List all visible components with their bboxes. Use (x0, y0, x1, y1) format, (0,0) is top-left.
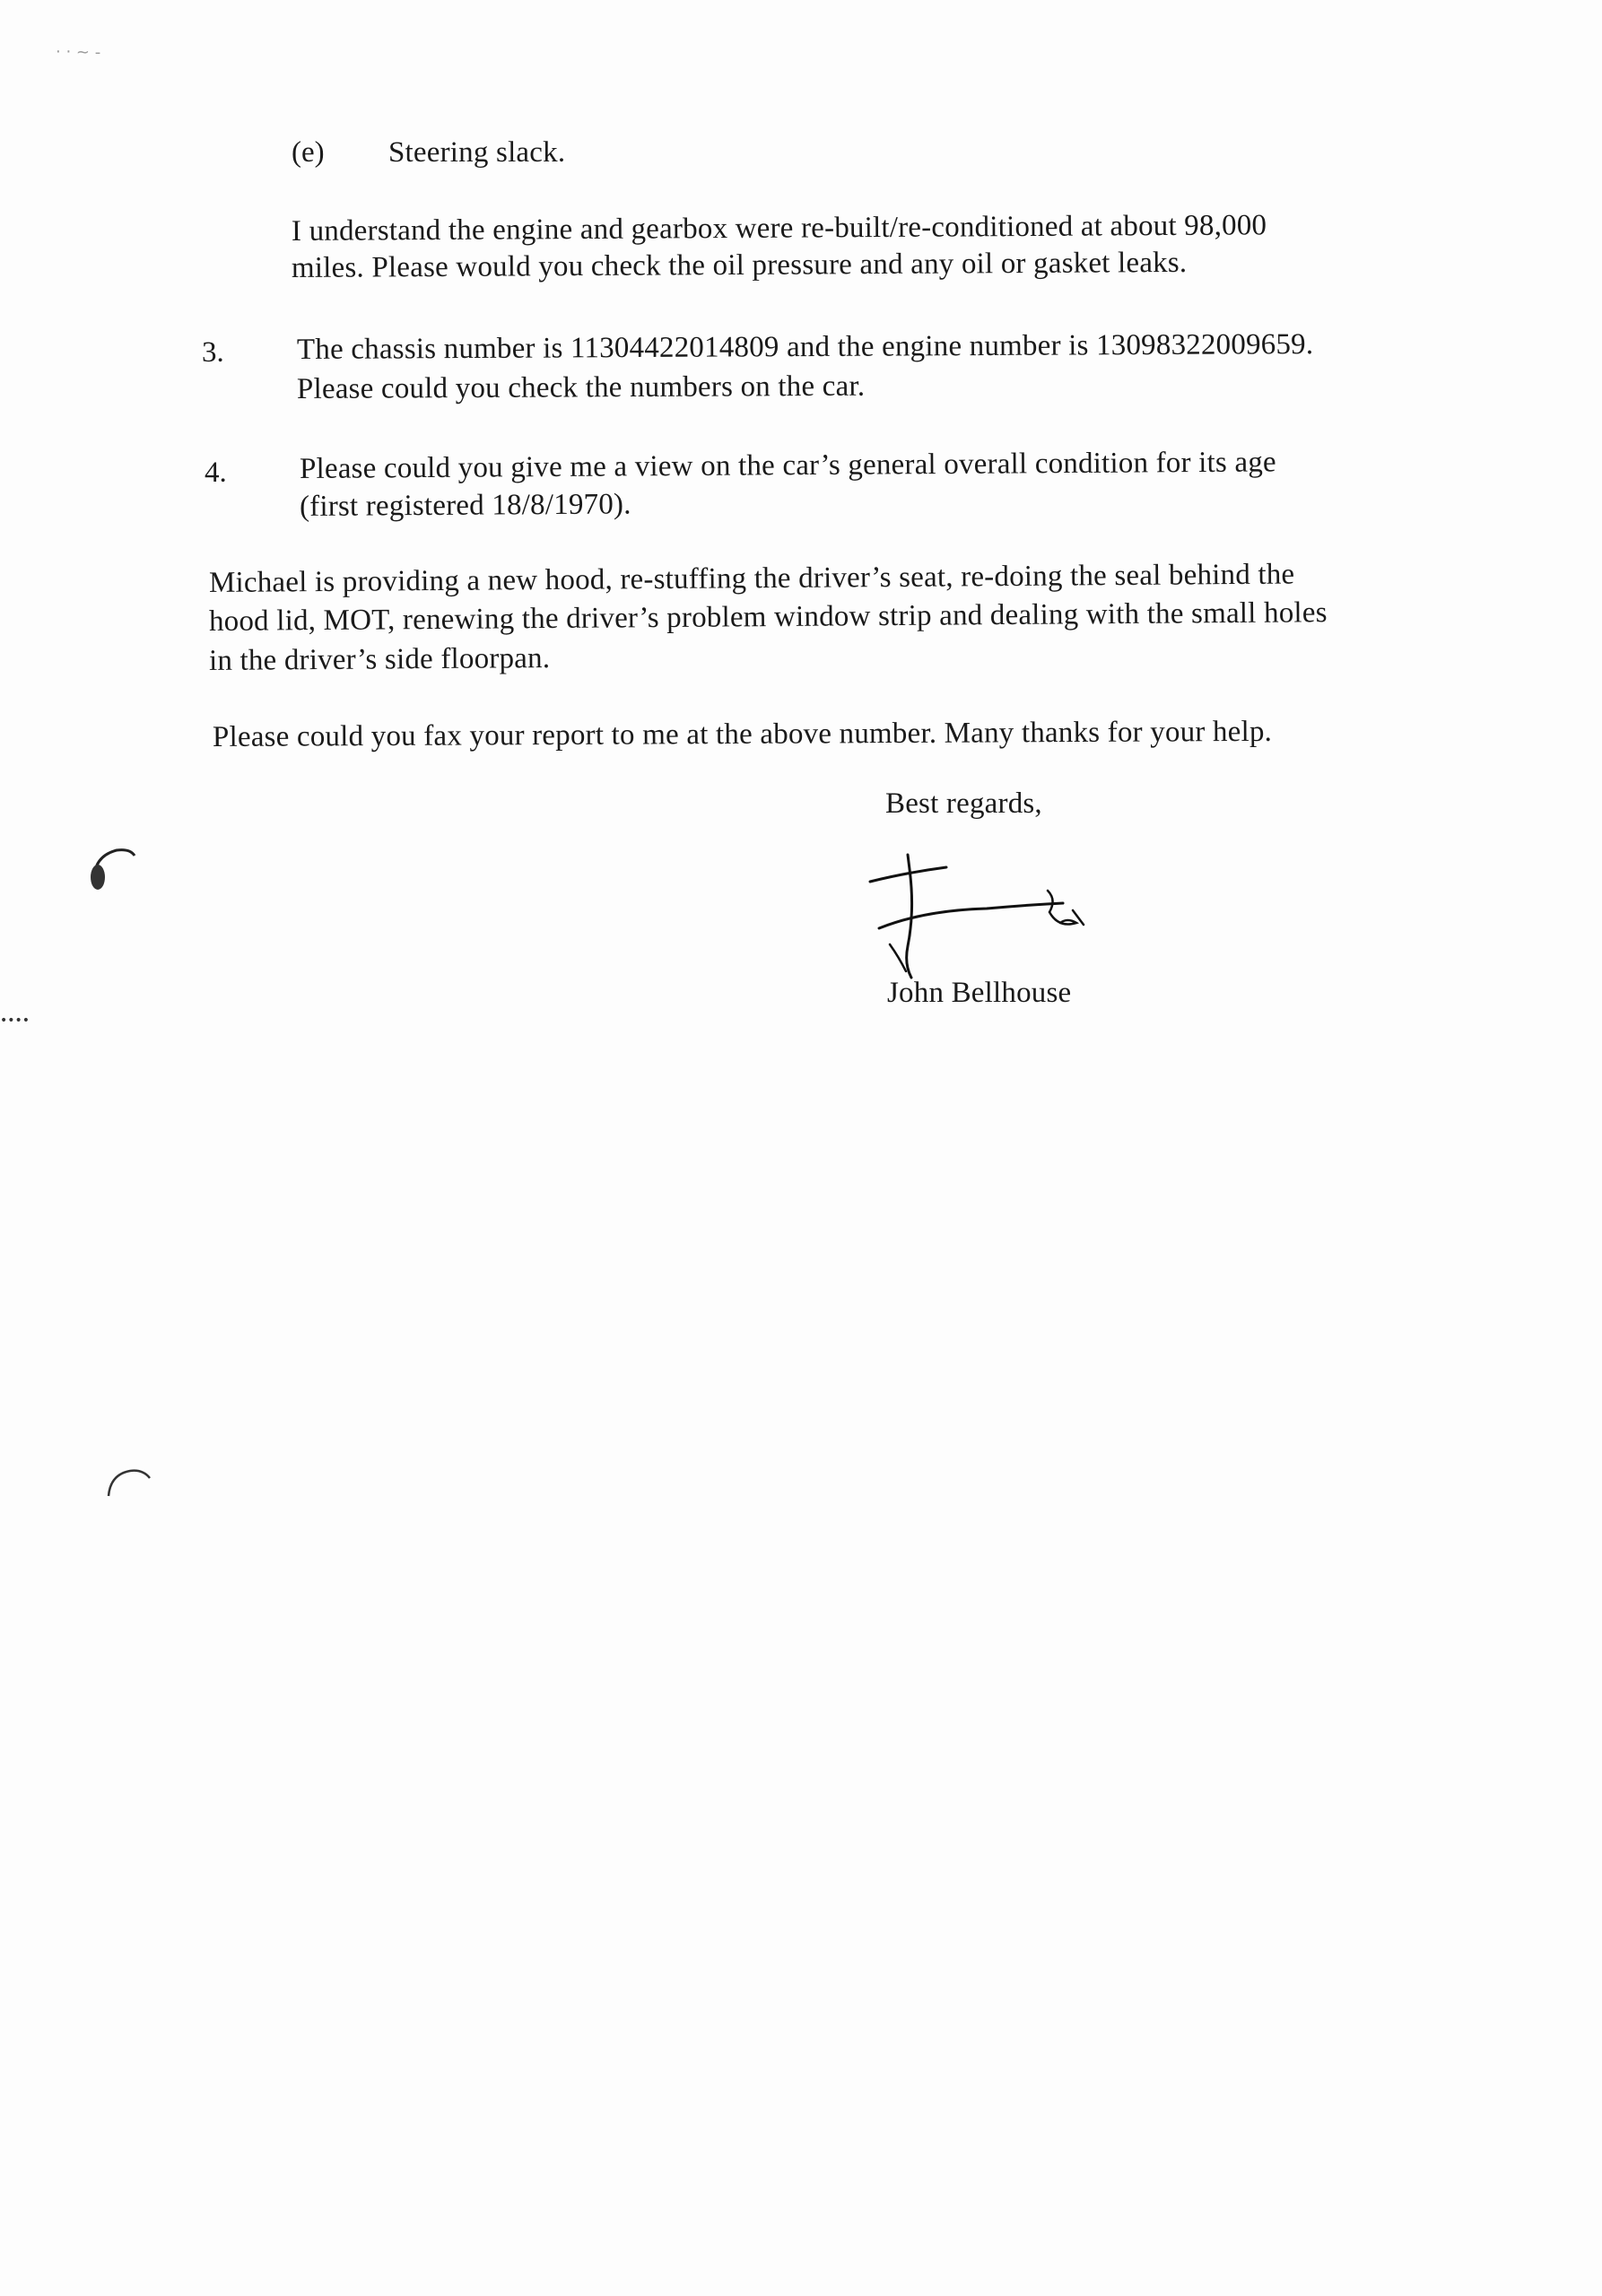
handwritten-signature (852, 848, 1121, 982)
fax-request-text: Please could you fax your report to me at the above number. Many thanks for your help. (212, 715, 1273, 753)
michael-paragraph-line-1: Michael is providing a new hood, re-stuffing the driver’s seat, re-doing the seal behind the (208, 558, 1295, 599)
punch-hole-lower (103, 1462, 157, 1507)
closing-text: Best regards, (885, 787, 1042, 820)
item-4-line-2: (first registered 18/8/1970). (299, 488, 631, 523)
item-e-marker: (e) (292, 136, 325, 169)
item-3-number: 3. (202, 336, 224, 369)
engine-paragraph-line-1: I understand the engine and gearbox were re-built/re-conditioned at about 98,000 (291, 209, 1267, 248)
punch-hole-upper (85, 843, 139, 897)
margin-dots: •••• (0, 1013, 30, 1028)
item-4-number: 4. (205, 457, 227, 489)
margin-scribble: ‧ ‧ ~ - (56, 43, 101, 62)
item-3-line-2: Please could you check the numbers on the car. (296, 370, 866, 405)
item-4-line-1: Please could you give me a view on the car’s general overall condition for its age (299, 446, 1276, 485)
item-3-line-1: The chassis number is 11304422014809 and the engine number is 13098322009659. (296, 328, 1314, 366)
item-e-text: Steering slack. (388, 136, 566, 169)
engine-paragraph-line-2: miles. Please would you check the oil pressure and any oil or gasket leaks. (291, 246, 1188, 284)
michael-paragraph-line-2: hood lid, MOT, renewing the driver’s problem window strip and dealing with the small holes (208, 596, 1328, 638)
signatory-name: John Bellhouse (887, 977, 1072, 1009)
michael-paragraph-line-3: in the driver’s side floorpan. (208, 642, 551, 677)
